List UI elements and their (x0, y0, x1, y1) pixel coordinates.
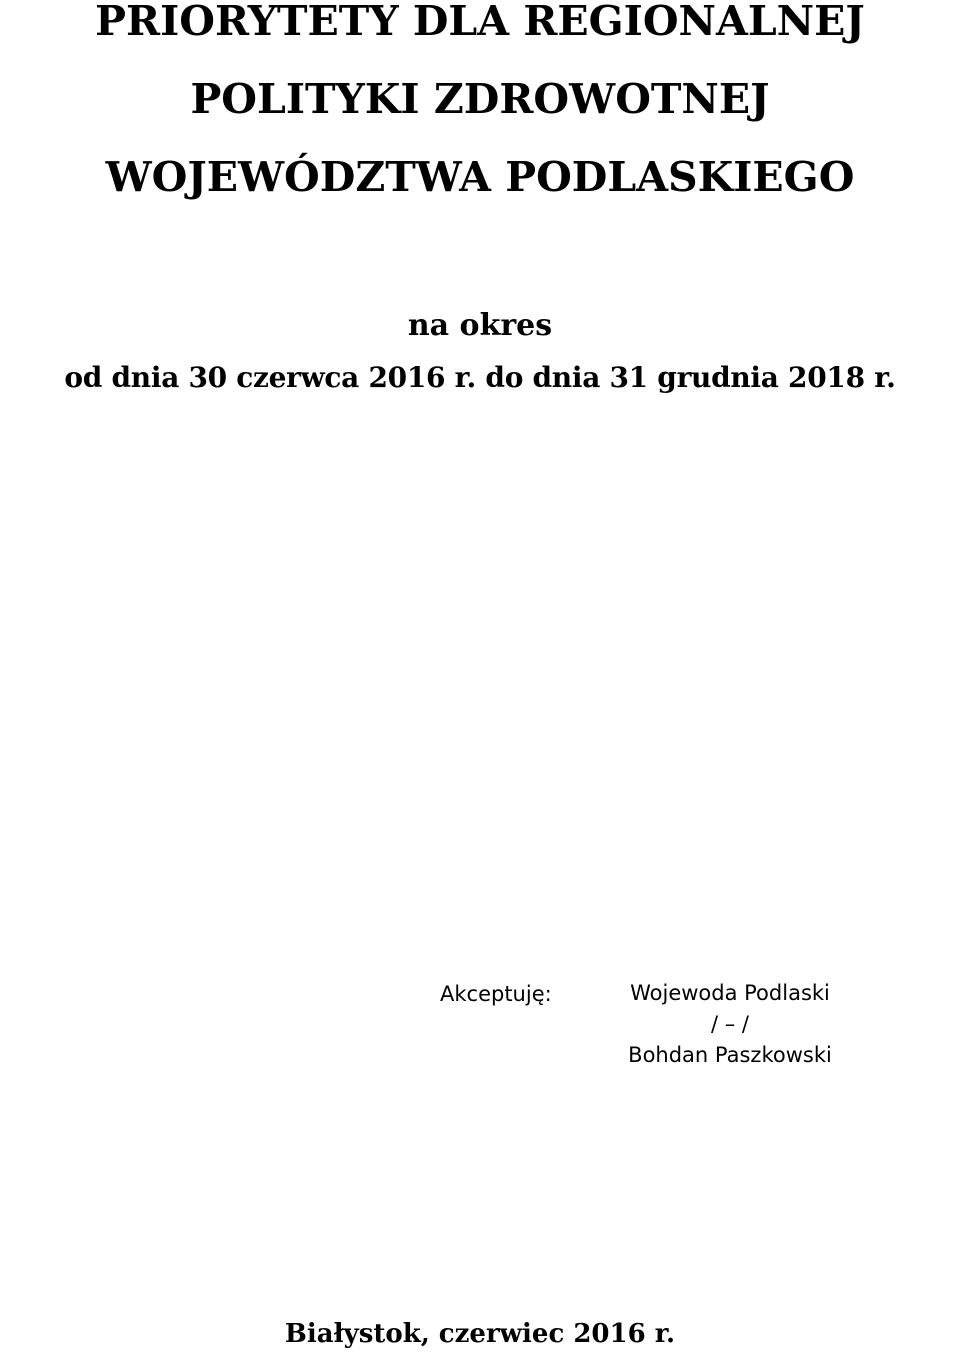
approver-position: Wojewoda Podlaski (630, 981, 830, 1005)
title-line-3: WOJEWÓDZTWA PODLASKIEGO (105, 153, 855, 201)
document-title (0, 0, 960, 216)
approver-name: Bohdan Paszkowski (628, 1043, 832, 1067)
period-label: na okres (407, 308, 553, 343)
period-range: od dnia 30 czerwca 2016 r. do dnia 31 grudnia 2018 r. (64, 361, 896, 394)
place-and-date: Białystok, czerwiec 2016 r. (284, 1319, 676, 1349)
approval-label: Akceptuję: (440, 982, 552, 1006)
approval-signature-block (590, 978, 870, 1071)
title-line-2: POLITYKI ZDROWOTNEJ (190, 75, 770, 123)
title-line-1: PRIORYTETY DLA REGIONALNEJ (95, 0, 865, 45)
signature-mark: / – / (710, 1012, 749, 1036)
